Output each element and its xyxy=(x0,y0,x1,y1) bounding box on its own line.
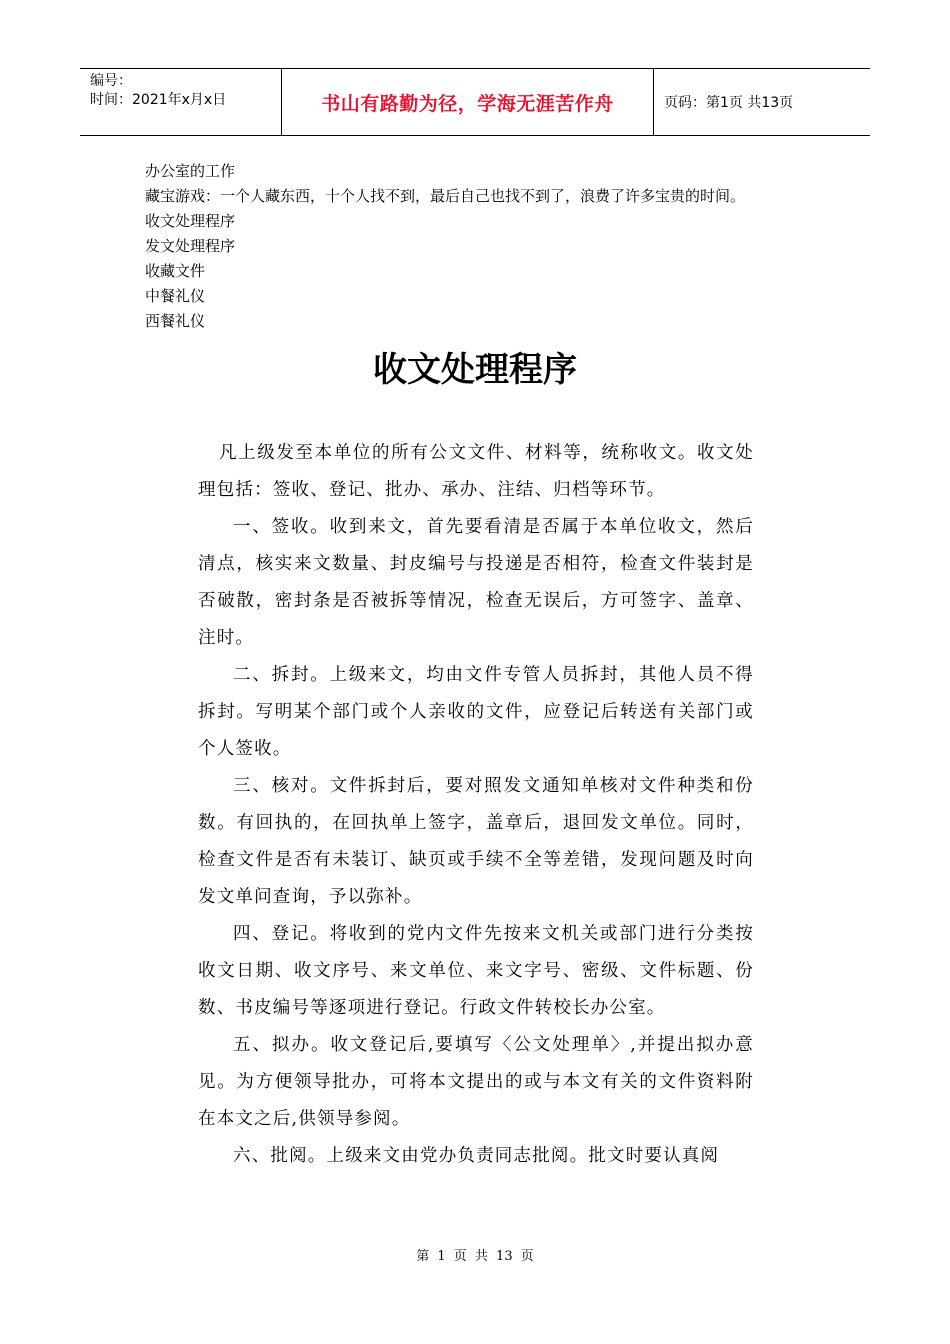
toc-item: 办公室的工作 xyxy=(145,162,236,180)
paragraph: 一、签收。收到来文，首先要看清是否属于本单位收文，然后清点，核实来文数量、封皮编号与投递是否相符，检查文件装封是否破散，密封条是否被拆等情况，检查无误后，方可签字、盖章、注时。 xyxy=(198,517,754,648)
toc-item: 发文处理程序 xyxy=(145,237,236,255)
header-meta xyxy=(80,69,282,135)
paragraph: 四、登记。将收到的党内文件先按来文机关或部门进行分类按收文日期、收文序号、来文单位、来文字号、密级、文件标题、份数、书皮编号等逐项进行登记。行政文件转校长办公室。 xyxy=(198,924,754,1018)
paragraph: 二、拆封。上级来文，均由文件专管人员拆封，其他人员不得拆封。写明某个部门或个人亲收的文件，应登记后转送有关部门或个人签收。 xyxy=(198,665,754,759)
header-page-info: 页码：第1页 共13页 xyxy=(664,95,794,111)
paragraph: 三、核对。文件拆封后，要对照发文通知单核对文件种类和份数。有回执的，在回执单上签字，盖章后，退回发文单位。同时，检查文件是否有未装订、缺页或手续不全等差错，发现问题及时向发文单问查询，予以弥补。 xyxy=(198,776,754,907)
paragraph: 六、批阅。上级来文由党办负责同志批阅。批文时要认真阅 xyxy=(233,1146,720,1166)
time-label: 时间：2021年x月x日 xyxy=(90,92,227,108)
paragraph: 五、拟办。收文登记后,要填写〈公文处理单〉,并提出拟办意见。为方便领导批办，可将本文提出的或与本文有关的文件资料附在本文之后,供领导参阅。 xyxy=(198,1035,754,1129)
document-title: 收文处理程序 xyxy=(373,350,577,390)
toc-item: 收文处理程序 xyxy=(145,212,236,230)
toc-item: 西餐礼仪 xyxy=(145,312,206,330)
paragraph: 凡上级发至本单位的所有公文文件、材料等，统称收文。收文处理包括：签收、登记、批办、承办、注结、归档等环节。 xyxy=(198,443,754,500)
number-label: 编号： xyxy=(90,73,132,89)
document-body xyxy=(198,435,754,1175)
toc-item: 藏宝游戏：一个人藏东西，十个人找不到，最后自己也找不到了，浪费了许多宝贵的时间。 xyxy=(145,187,746,205)
toc-item: 中餐礼仪 xyxy=(145,287,206,305)
header-motto: 书山有路勤为径，学海无涯苦作舟 xyxy=(282,69,654,135)
table-of-contents xyxy=(145,159,745,334)
page-footer: 第 1 页 共 13 页 xyxy=(416,1249,534,1264)
page-header xyxy=(80,68,870,136)
toc-item: 收藏文件 xyxy=(145,262,206,280)
